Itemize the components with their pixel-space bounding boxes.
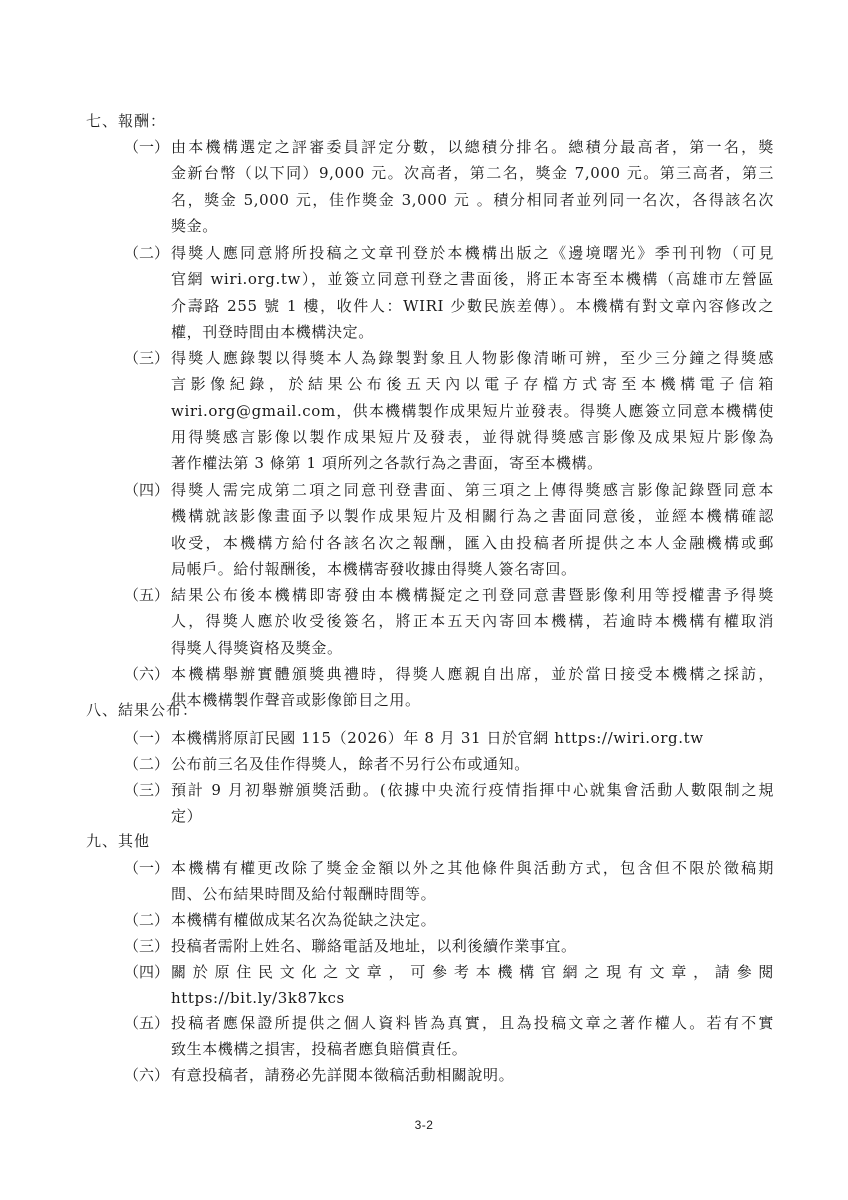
text-line: 公布前三名及佳作得獎人，餘者不另行公布或通知。 [171,755,530,773]
text-line: 定） [171,807,203,826]
text-line: 得獎人需完成第二項之同意刊登書面、第三項之上傳得獎感言影像記錄暨同意本 [171,481,774,499]
text-line: 介壽路 255 號 1 樓，收件人：WIRI 少數民族差傳）。本機構有對文章內容修改之 [171,296,774,315]
list-item [124,725,774,751]
text-line: 得獎人應錄製以得獎本人為錄製對象且人物影像清晰可辨，至少三分鐘之得獎感 [171,349,774,367]
item-number: （五） [124,586,170,604]
item-number: （六） [124,665,170,683]
text-line: 預計 9 月初舉辦頒獎活動。(依據中央流行疫情指揮中心就集會活動人數限制之規 [171,781,774,799]
text-line: 獎金。 [171,216,218,235]
text-line: 投稿者需附上姓名、聯絡電話及地址，以利後續作業事宜。 [171,937,577,955]
item-number: （四） [124,481,170,499]
list-item [124,134,774,239]
text-line: 關於原住民文化之文章，可參考本機構官網之現有文章，請參閱 [171,963,774,981]
list-item [124,855,774,908]
text-line: 本機構有權做成某名次為從缺之決定。 [171,911,437,929]
item-number: （五） [124,1014,170,1032]
text-line: 用得獎感言影像以製作成果短片及發表，並得就得獎感言影像及成果短片影像為 [171,427,774,446]
text-line: 得獎人應同意將所投稿之文章刊登於本機構出版之《邊境曙光》季刊刊物（可見 [171,244,774,262]
item-number: （六） [124,1066,170,1084]
text-line: 有意投稿者，請務必先詳閱本徵稿活動相關說明。 [171,1066,515,1084]
item-number: （二） [124,755,170,773]
text-line: 由本機構選定之評審委員評定分數，以總積分排名。總積分最高者，第一名，獎 [171,138,774,156]
text-line: 投稿者應保證所提供之個人資料皆為真實，且為投稿文章之著作權人。若有不實 [171,1014,774,1032]
section-heading-others: 九、其他 [86,832,151,850]
item-number: （一） [124,859,170,877]
text-line: wiri.org@gmail.com，供本機構製作成果短片並發表。得獎人應簽立同意本機構使 [171,401,774,420]
list-item [124,1010,774,1063]
item-number: （一） [124,729,170,747]
text-line: 局帳戶。給付報酬後，本機構寄發收據由得獎人簽名寄回。 [171,559,577,578]
item-number: （三） [124,937,170,955]
list-item [124,477,774,582]
item-number: （三） [124,349,170,367]
item-number: （四） [124,963,170,981]
list-item [124,661,774,714]
list-item [124,751,774,777]
list-item [124,933,774,959]
item-number: （三） [124,781,170,799]
text-line: 金新台幣（以下同）9,000 元。次高者，第二名，獎金 7,000 元。第三高者，第三 [171,164,774,183]
list-item [124,345,774,476]
list-item [124,777,774,830]
url-text: https://bit.ly/3k87kcs [171,989,345,1008]
section-heading-remuneration: 七、報酬： [86,112,167,130]
list-item [124,1062,774,1088]
text-line: 言影像紀錄，於結果公布後五天內以電子存檔方式寄至本機構電子信箱 [171,375,774,394]
text-line: 人，得獎人應於收受後簽名，將正本五天內寄回本機構，若逾時本機構有權取消 [171,612,774,631]
list-item [124,240,774,345]
text-line: 機構就該影像畫面予以製作成果短片及相關行為之書面同意後，並經本機構確認 [171,507,774,526]
item-number: （二） [124,911,170,929]
text-line: 供本機構製作聲音或影像節目之用。 [171,691,421,710]
list-item [124,959,774,1012]
list-item [124,582,774,661]
text-line: 名，獎金 5,000 元，佳作獎金 3,000 元 。積分相同者並列同一名次，各得該名次 [171,190,774,209]
text-line: 著作權法第 3 條第 1 項所列之各款行為之書面，寄至本機構。 [171,454,603,473]
text-line: 致生本機構之損害，投稿者應負賠償責任。 [171,1040,468,1059]
item-number: （二） [124,244,170,262]
text-line: 權，刊登時間由本機構決定。 [171,322,374,341]
text-line: 得獎人得獎資格及獎金。 [171,638,343,657]
text-line: 官網 wiri.org.tw），並簽立同意刊登之書面後，將正本寄至本機構（高雄市左營區 [171,270,774,289]
section-heading-results: 八、結果公布： [86,701,199,719]
text-line: 間、公布結果時間及給付報酬時間等。 [171,885,437,904]
text-line: 本機構舉辦實體頒獎典禮時，得獎人應親自出席，並於當日接受本機構之採訪， [171,665,774,683]
text-line: 本機構將原訂民國 115（2026）年 8 月 31 日於官網 https://wiri.org.tw [171,729,704,747]
item-number: （一） [124,138,170,156]
page-number: 3-2 [414,1118,434,1132]
text-line: 結果公布後本機構即寄發由本機構擬定之刊登同意書暨影像利用等授權書予得獎 [171,586,774,604]
text-line: 收受，本機構方給付各該名次之報酬，匯入由投稿者所提供之本人金融機構或郵 [171,533,774,552]
list-item [124,907,774,933]
text-line: 本機構有權更改除了獎金金額以外之其他條件與活動方式，包含但不限於徵稿期 [171,859,774,877]
